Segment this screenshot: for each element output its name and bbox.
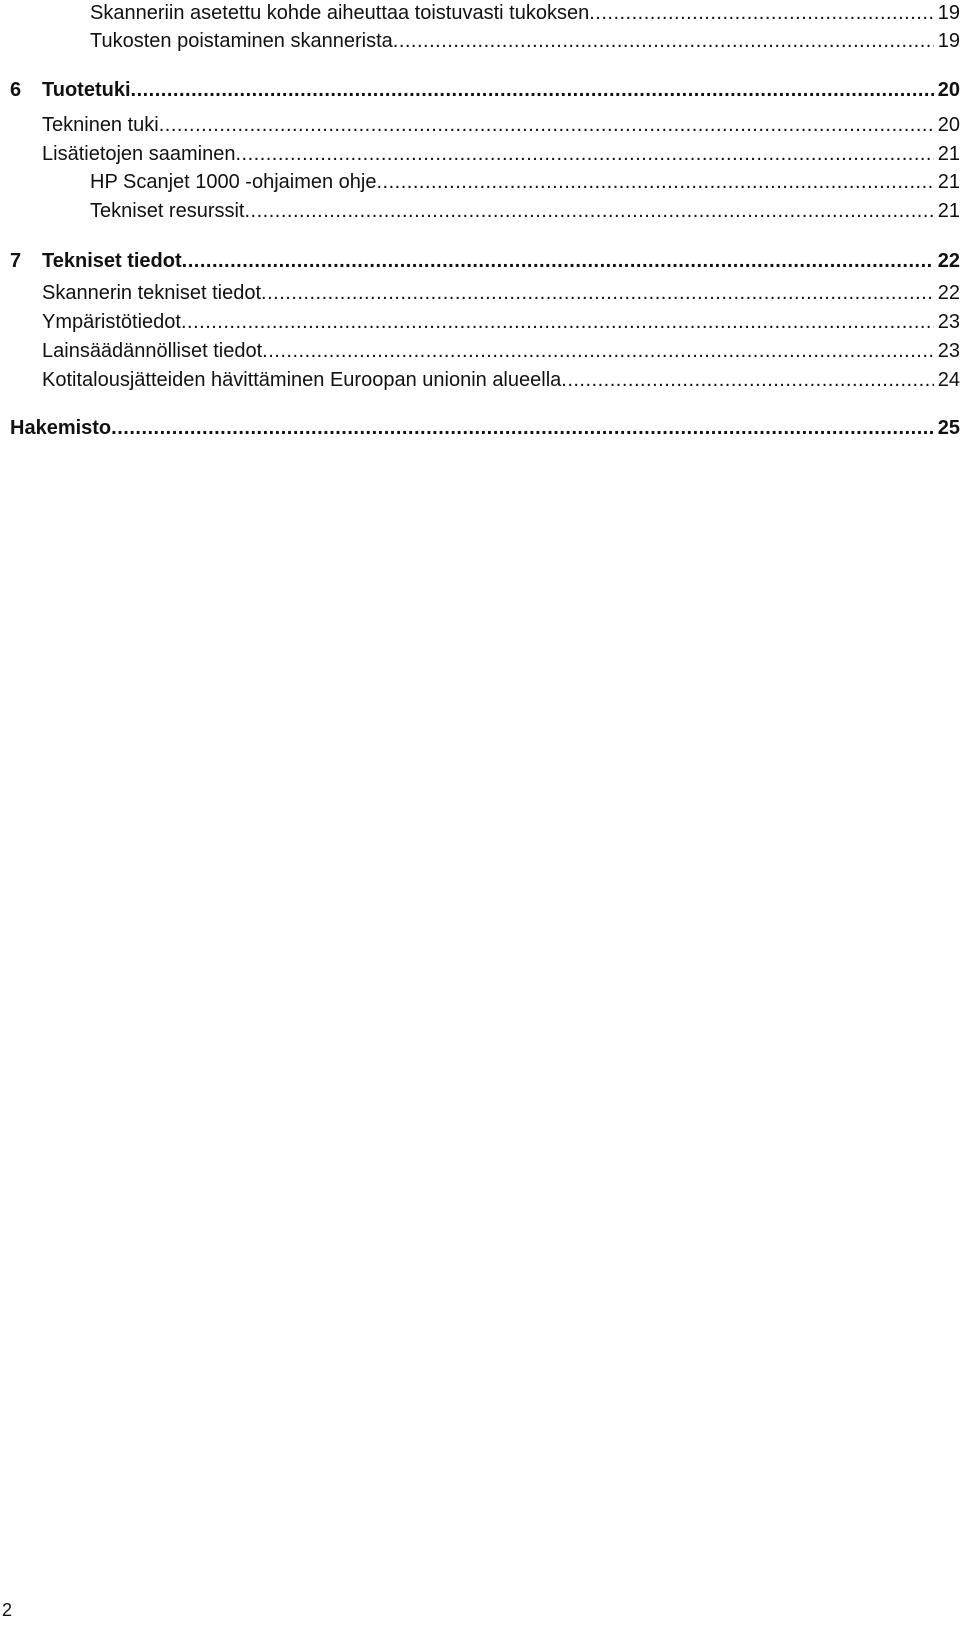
toc-chapter-number: 6 [10, 79, 22, 101]
toc-entry[interactable] [90, 170, 960, 194]
toc-entry-page: 21 [937, 171, 960, 193]
toc-entry-page: 24 [937, 369, 960, 391]
toc-leader-dots [376, 170, 933, 194]
toc-leader-dots [561, 368, 933, 392]
toc-entry-page: 22 [937, 282, 960, 304]
toc-leader-dots [261, 281, 934, 305]
toc-entry-label: Lainsäädännölliset tiedot [42, 340, 263, 362]
toc-index-entry[interactable] [10, 416, 960, 440]
toc-leader-dots [393, 29, 934, 53]
toc-entry-label: Tuotetuki [42, 79, 131, 101]
toc-entry-page: 23 [937, 311, 960, 333]
toc-leader-dots [262, 339, 934, 363]
toc-entry-page: 21 [937, 143, 960, 165]
toc-entry-label: Lisätietojen saaminen [42, 143, 236, 165]
toc-chapter-entry[interactable] [10, 249, 960, 273]
toc-entry[interactable] [90, 29, 960, 53]
toc-entry-label: Skannerin tekniset tiedot [42, 282, 262, 304]
toc-entry-label: Tekniset resurssit [90, 200, 245, 222]
toc-entry-page: 20 [937, 114, 960, 136]
toc-chapter-entry[interactable] [10, 78, 960, 102]
toc-entry-page: 20 [937, 79, 960, 101]
toc-leader-dots [159, 113, 934, 137]
toc-entry-page: 23 [937, 340, 960, 362]
toc-entry-label: Hakemisto [10, 417, 112, 439]
toc-entry[interactable] [90, 1, 960, 25]
toc-leader-dots [181, 310, 934, 334]
toc-entry-label: HP Scanjet 1000 -ohjaimen ohje [90, 171, 377, 193]
toc-entry-page: 19 [937, 2, 960, 24]
toc-entry-label: Skanneriin asetettu kohde aiheuttaa toistuvasti tukoksen [90, 2, 590, 24]
toc-entry[interactable] [42, 368, 960, 392]
toc-entry-page: 25 [937, 417, 960, 439]
toc-leader-dots [111, 416, 934, 440]
toc-entry[interactable] [42, 113, 960, 137]
toc-entry-label: Kotitalousjätteiden hävittäminen Euroopan unionin alueella [42, 369, 562, 391]
toc-entry[interactable] [42, 339, 960, 363]
toc-entry-label: Tekninen tuki [42, 114, 159, 136]
toc-entry[interactable] [42, 142, 960, 166]
toc-entry-label: Ympäristötiedot [42, 311, 181, 333]
toc-leader-dots [235, 142, 933, 166]
toc-entry-page: 19 [937, 30, 960, 52]
toc-chapter-number: 7 [10, 250, 22, 272]
toc-leader-dots [589, 1, 934, 25]
toc-entry[interactable] [42, 281, 960, 305]
toc-entry-page: 21 [937, 200, 960, 222]
toc-leader-dots [245, 199, 934, 223]
toc-leader-dots [131, 78, 934, 102]
toc-entry[interactable] [42, 310, 960, 334]
toc-entry[interactable] [90, 199, 960, 223]
page-number: 2 [2, 1600, 13, 1620]
toc-entry-label: Tukosten poistaminen skannerista [90, 30, 393, 52]
toc-leader-dots [182, 249, 934, 273]
toc-entry-page: 22 [937, 250, 960, 272]
toc-entry-label: Tekniset tiedot [42, 250, 182, 272]
